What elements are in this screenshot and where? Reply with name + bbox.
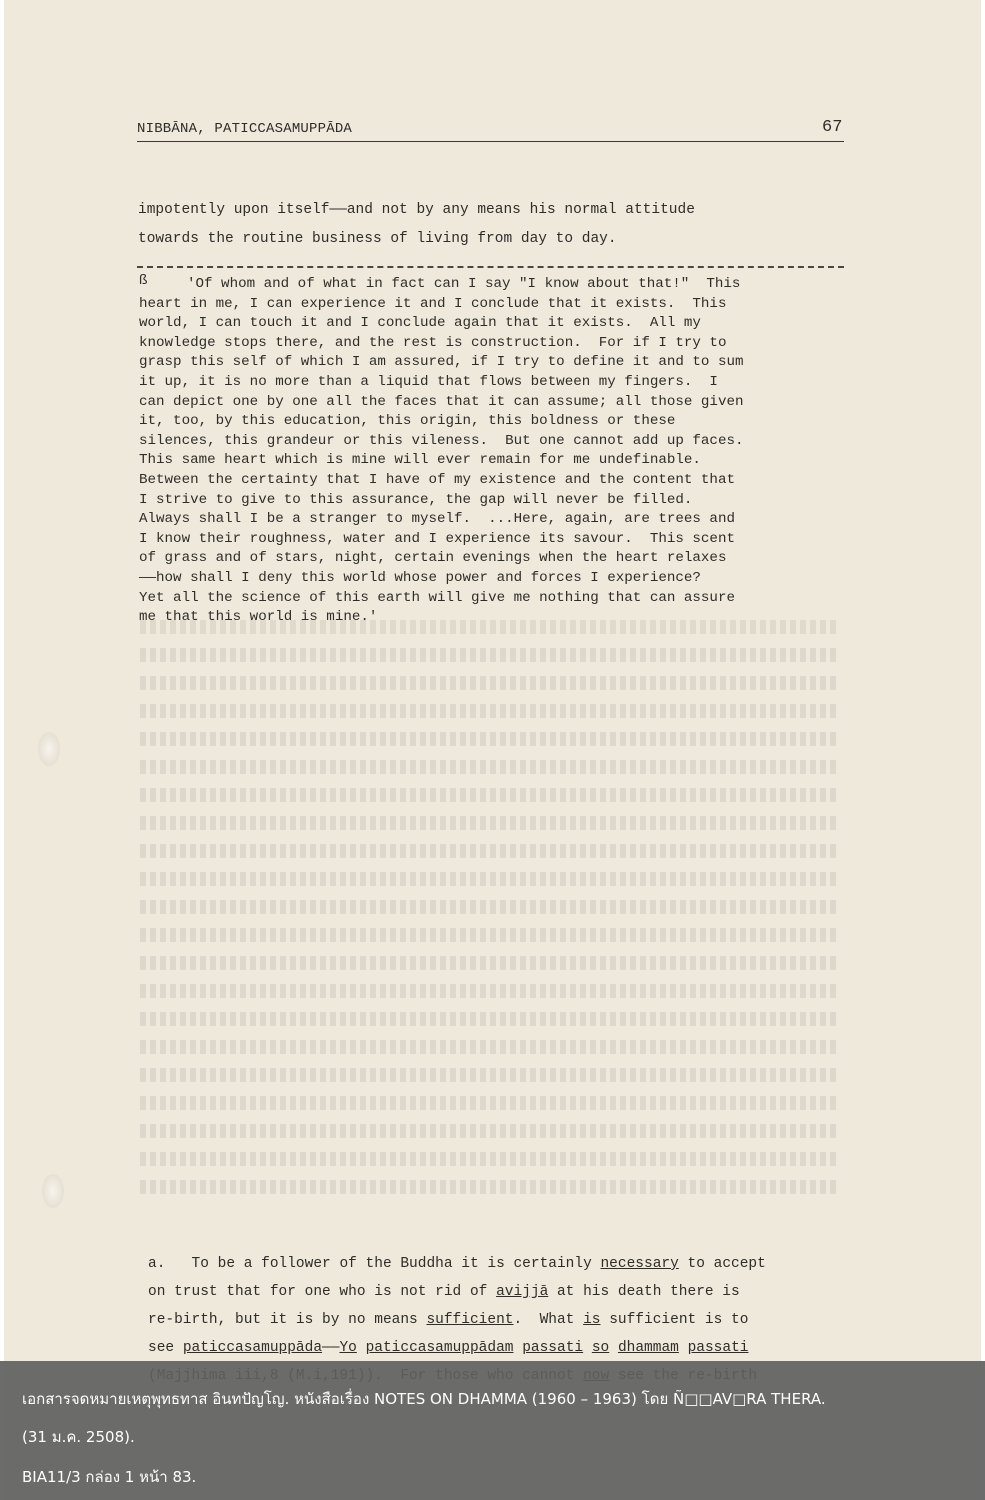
text-line: a. To be a follower of the Buddha it is certainly necessary to accept bbox=[148, 1256, 766, 1272]
text-line: see paticcasamuppāda——Yo paticcasamuppādam passati so dhammam passati bbox=[148, 1340, 749, 1356]
text-line: knowledge stops there, and the rest is construction. For if I try to bbox=[139, 334, 727, 351]
text-line: ——how shall I deny this world whose power and forces I experience? bbox=[139, 569, 701, 586]
caption-line: (31 ม.ค. 2508). bbox=[22, 1428, 135, 1446]
running-header-title: NIBBĀNA, PATICCASAMUPPĀDA bbox=[137, 121, 353, 137]
text-line: it, too, by this education, this origin, this boldness or these bbox=[139, 413, 676, 430]
archive-caption-bar bbox=[0, 1361, 985, 1500]
text-line: of grass and of stars, night, certain evenings when the heart relaxes bbox=[139, 550, 727, 567]
binding-hole bbox=[38, 732, 60, 766]
binding-hole bbox=[42, 1174, 64, 1208]
reverse-side-show-through bbox=[140, 620, 840, 1240]
text-line: I strive to give to this assurance, the gap will never be filled. bbox=[139, 491, 693, 508]
footnote-separator bbox=[137, 266, 844, 268]
header-rule bbox=[137, 141, 844, 142]
page-number: 67 bbox=[822, 118, 843, 137]
text-line: re-birth, but it is by no means sufficient. What is sufficient is to bbox=[148, 1312, 749, 1328]
caption-line: BIA11/3 กล่อง 1 หน้า 83. bbox=[22, 1468, 197, 1486]
footnote-quote bbox=[139, 275, 849, 628]
footnote-marker: ß bbox=[139, 273, 148, 289]
text-line: world, I can touch it and I conclude again that it exists. All my bbox=[139, 315, 701, 332]
text-line: Yet all the science of this earth will give me nothing that can assure bbox=[139, 589, 735, 606]
text-line: grasp this self of which I am assured, if I try to define it and to sum bbox=[139, 354, 744, 371]
text-line: me that this world is mine.' bbox=[139, 609, 378, 626]
text-line: it up, it is no more than a liquid that flows between my fingers. I bbox=[139, 373, 718, 390]
text-line: This same heart which is mine will ever remain for me undefinable. bbox=[139, 452, 701, 469]
intro-paragraph bbox=[138, 196, 838, 254]
text-line: I know their roughness, water and I experience its savour. This scent bbox=[139, 530, 735, 547]
text-line: heart in me, I can experience it and I conclude that it exists. This bbox=[139, 295, 727, 312]
text-line: can depict one by one all the faces that it can assume; all those given bbox=[139, 393, 744, 410]
caption-line: เอกสารจดหมายเหตุพุทธทาส อินทปัญโญ. หนังสือเรื่อง NOTES ON DHAMMA (1960 – 1963) โดย Ñ□□AV□RA THERA. bbox=[22, 1390, 826, 1408]
text-line: on trust that for one who is not rid of avijjā at his death there is bbox=[148, 1284, 740, 1300]
text-line: Always shall I be a stranger to myself. ...Here, again, are trees and bbox=[139, 511, 735, 528]
text-line: impotently upon itself——and not by any means his normal attitude bbox=[138, 202, 695, 218]
footnote-a-label: a. bbox=[148, 1256, 166, 1272]
text-line: towards the routine business of living from day to day. bbox=[138, 231, 617, 247]
text-line: 'Of whom and of what in fact can I say "I know about that!" This bbox=[187, 276, 741, 292]
text-line: Between the certainty that I have of my existence and the content that bbox=[139, 471, 735, 488]
text-line: silences, this grandeur or this vileness. But one cannot add up faces. bbox=[139, 432, 744, 449]
